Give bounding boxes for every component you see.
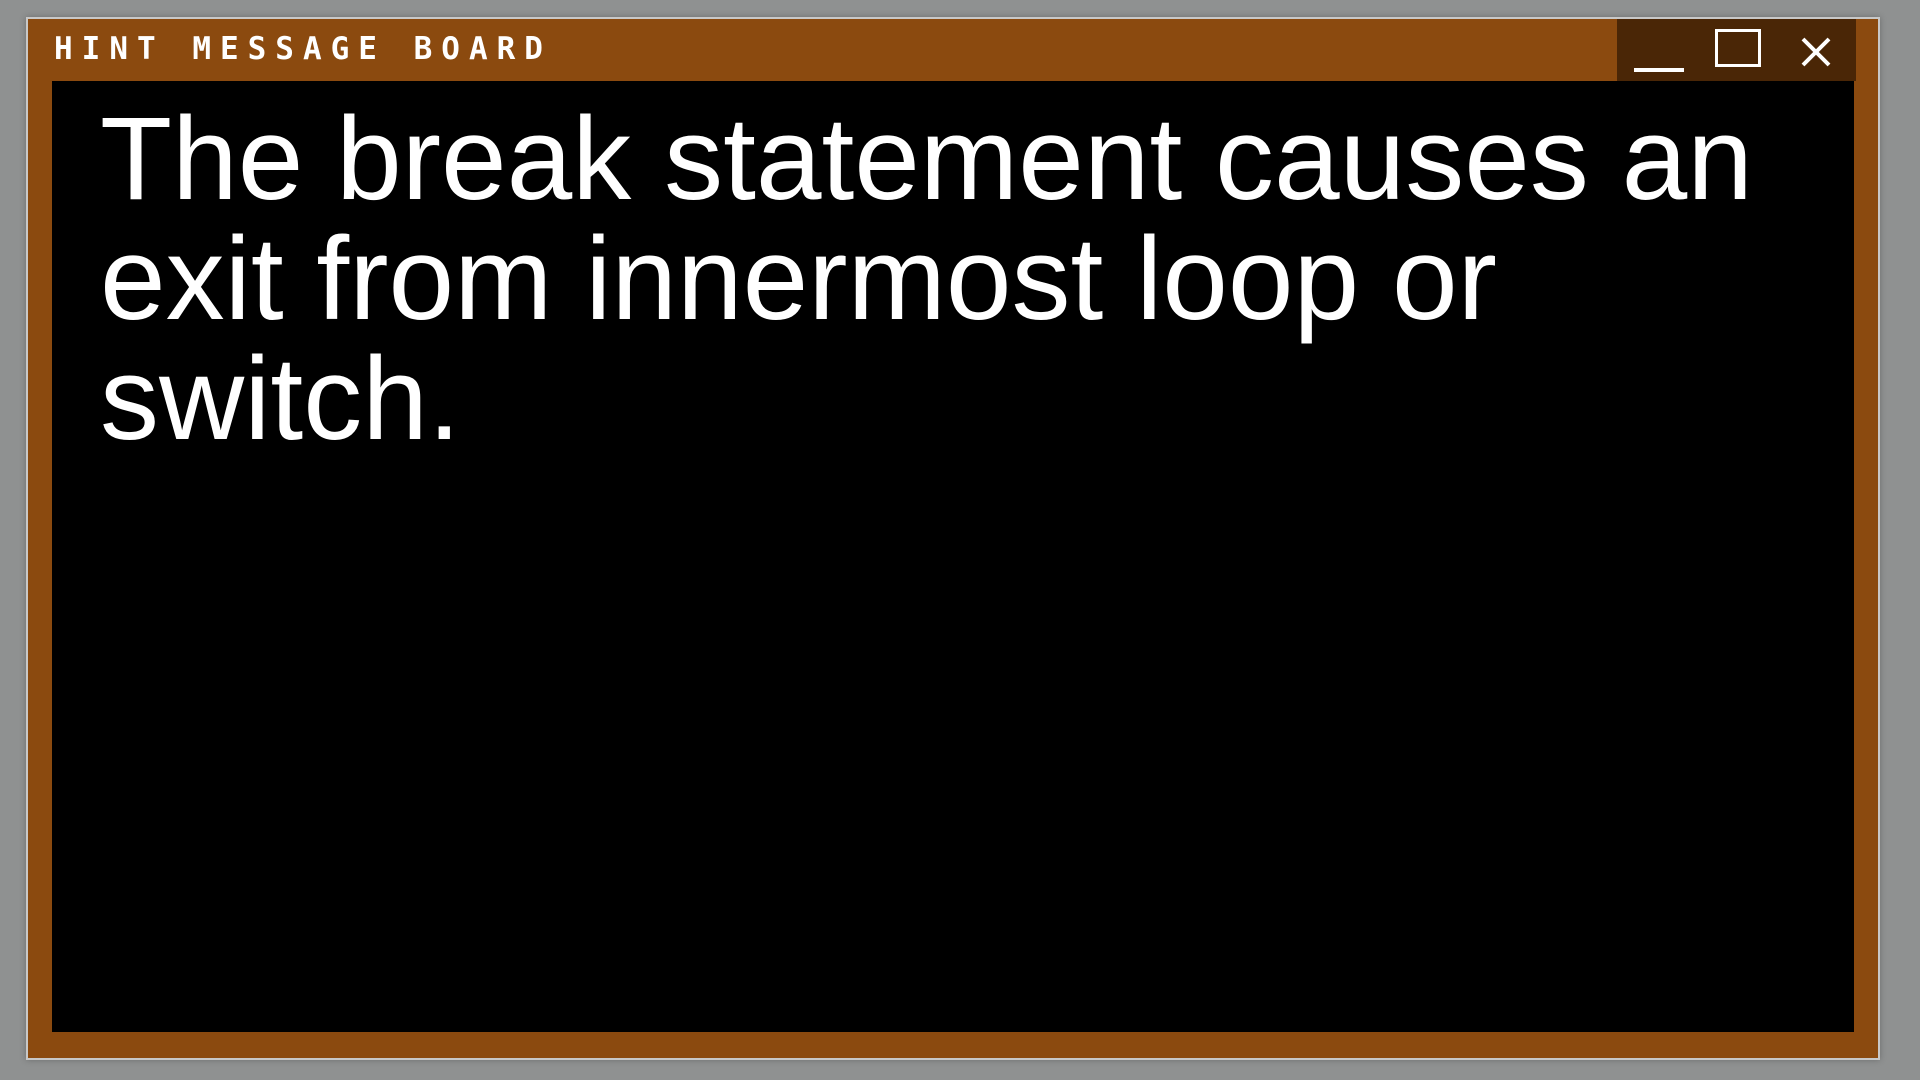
maximize-icon <box>1715 29 1761 67</box>
title-bar[interactable] <box>26 17 1880 81</box>
message-area <box>52 81 1854 1032</box>
window-controls <box>1617 19 1856 81</box>
minimize-button[interactable] <box>1617 19 1697 81</box>
hint-window <box>26 17 1880 1060</box>
maximize-button[interactable] <box>1697 19 1777 81</box>
minimize-icon <box>1634 68 1684 72</box>
window-title: HINT MESSAGE BOARD <box>54 31 552 67</box>
hint-message: The break statement causes an exit from innermost loop or switch. <box>100 93 1753 465</box>
close-button[interactable] <box>1777 19 1856 81</box>
close-icon <box>1799 35 1833 69</box>
